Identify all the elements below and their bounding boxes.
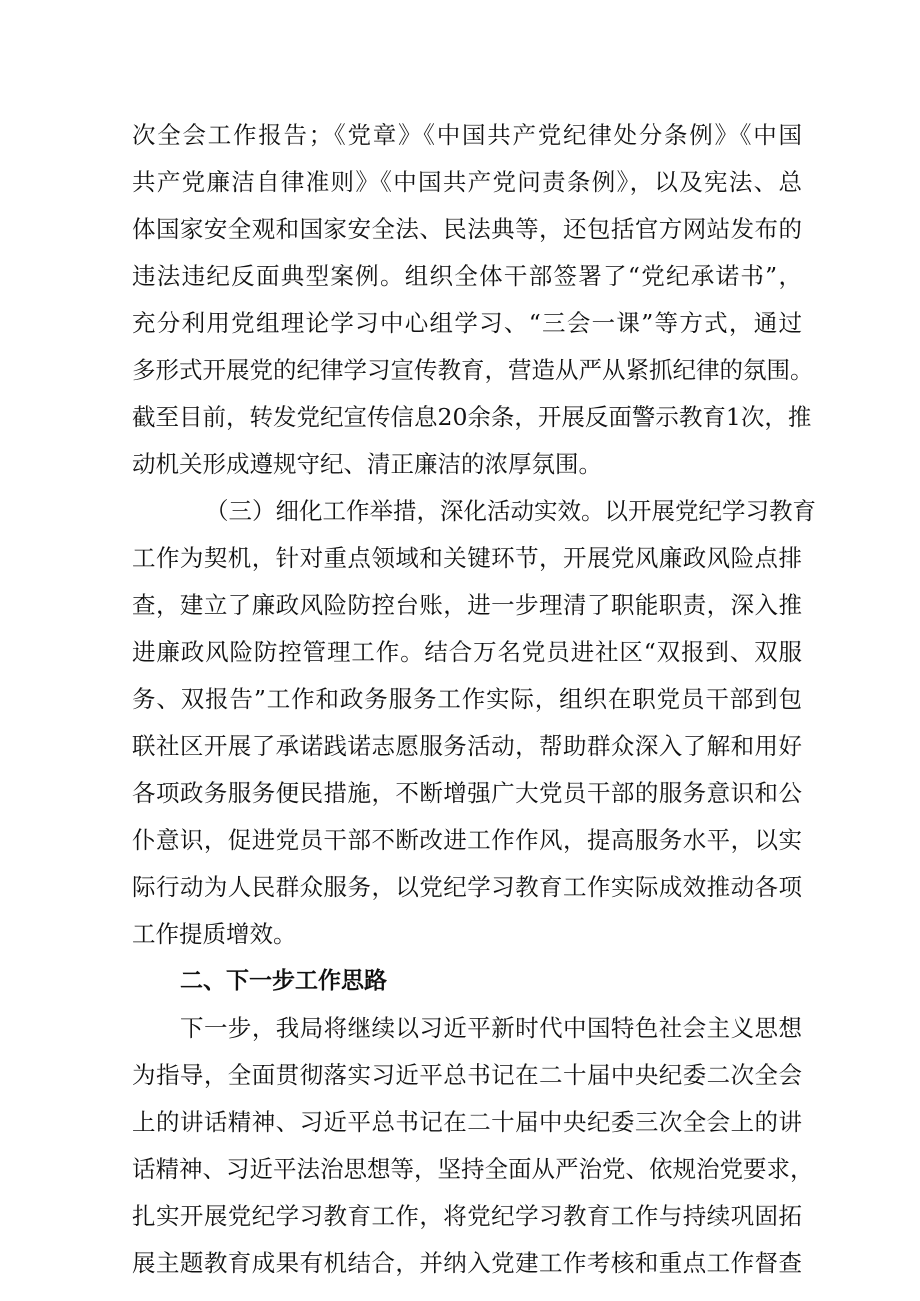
- paragraph-1-line-7: 截至目前，转发党纪宣传信息20余条，开展反面警示教育1次，推: [132, 403, 812, 431]
- paragraph-1-line-3: 体国家安全观和国家安全法、民法典等，还包括官方网站发布的: [132, 215, 802, 243]
- paragraph-2-line-8: 仆意识，促进党员干部不断改进工作作风，提高服务水平，以实: [132, 826, 802, 854]
- section-heading: 二、下一步工作思路: [180, 968, 387, 994]
- paragraph-1-line-2: 共产党廉洁自律准则》《中国共产党问责条例》，以及宪法、总: [132, 168, 802, 196]
- paragraph-3-line-2: 为指导，全面贯彻落实习近平总书记在二十届中央纪委二次全会: [132, 1061, 802, 1089]
- paragraph-1-line-1: 次全会工作报告；《党章》《中国共产党纪律处分条例》《中国: [132, 121, 802, 149]
- paragraph-2-line-9: 际行动为人民群众服务，以党纪学习教育工作实际成效推动各项: [132, 873, 802, 901]
- paragraph-1-line-4: 违法违纪反面典型案例。组织全体干部签署了“党纪承诺书”，: [132, 262, 802, 290]
- paragraph-2-line-3: 查，建立了廉政风险防控台账，进一步理清了职能职责，深入推: [132, 591, 802, 619]
- paragraph-3-line-3: 上的讲话精神、习近平总书记在二十届中央纪委三次全会上的讲: [132, 1108, 802, 1136]
- paragraph-2-line-5: 务、双报告”工作和政务服务工作实际，组织在职党员干部到包: [132, 685, 802, 713]
- paragraph-3-line-4: 话精神、习近平法治思想等，坚持全面从严治党、依规治党要求，: [132, 1155, 814, 1183]
- paragraph-2-line-2: 工作为契机，针对重点领域和关键环节，开展党风廉政风险点排: [132, 544, 802, 572]
- paragraph-2-line-7: 各项政务服务便民措施，不断增强广大党员干部的服务意识和公: [132, 779, 802, 807]
- paragraph-3-line-1: 下一步，我局将继续以习近平新时代中国特色社会主义思想: [180, 1014, 802, 1042]
- paragraph-2-line-6: 联社区开展了承诺践诺志愿服务活动，帮助群众深入了解和用好: [132, 732, 802, 760]
- paragraph-2-line-1: （三）细化工作举措，深化活动实效。以开展党纪学习教育: [205, 497, 816, 525]
- paragraph-2-line-4: 进廉政风险防控管理工作。结合万名党员进社区“双报到、双服: [132, 638, 802, 666]
- paragraph-3-line-5: 扎实开展党纪学习教育工作，将党纪学习教育工作与持续巩固拓: [132, 1202, 802, 1230]
- paragraph-1-line-5: 充分利用党组理论学习中心组学习、“三会一课”等方式，通过: [132, 309, 802, 337]
- paragraph-3-line-6: 展主题教育成果有机结合，并纳入党建工作考核和重点工作督查: [132, 1249, 802, 1277]
- paragraph-2-line-10: 工作提质增效。: [132, 920, 297, 948]
- paragraph-1-line-6: 多形式开展党的纪律学习宣传教育，营造从严从紧抓纪律的氛围。: [132, 356, 814, 384]
- paragraph-1-line-8: 动机关形成遵规守纪、清正廉洁的浓厚氛围。: [132, 450, 602, 478]
